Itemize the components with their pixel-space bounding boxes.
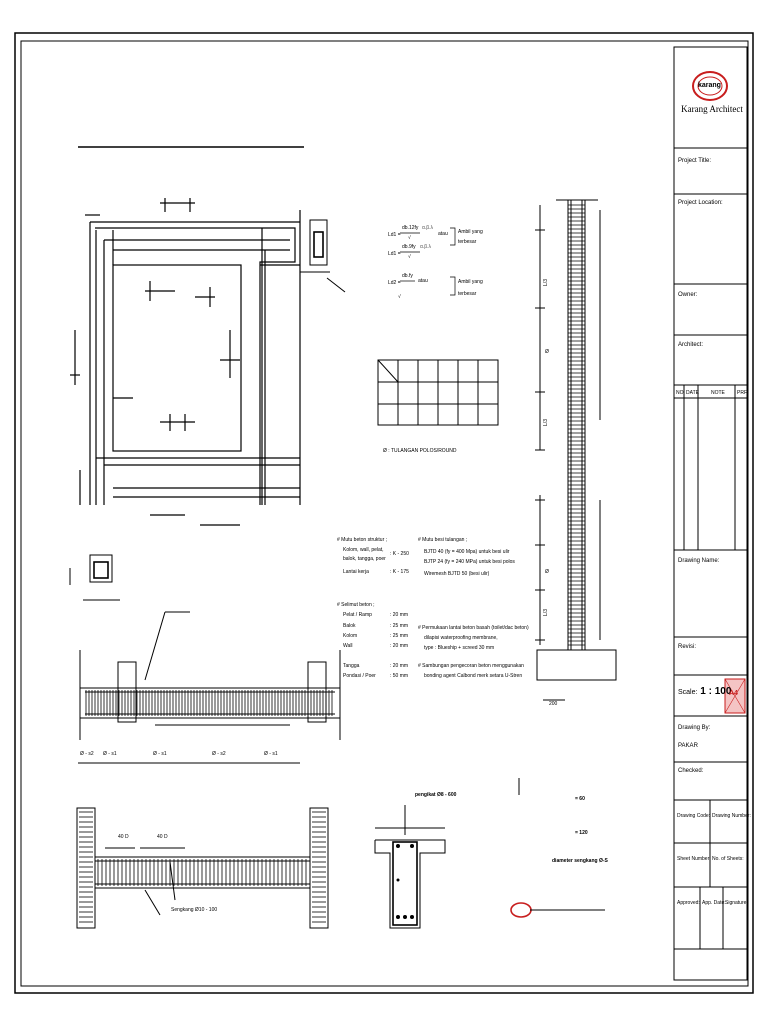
sengkang-label: Sengkang Ø10 - 100 bbox=[171, 907, 218, 913]
logo-text: karang bbox=[698, 82, 721, 89]
drawn-by-name: PAKAR bbox=[678, 743, 698, 749]
beam-label-4: Ø - s2 bbox=[212, 751, 226, 757]
column-side-label-4: Ø bbox=[545, 569, 549, 575]
slab-plan-detail bbox=[70, 198, 300, 525]
ld1-or-a: atau bbox=[438, 231, 448, 237]
ld1-num-b: db.9fy bbox=[402, 244, 416, 250]
ld2-or: atau bbox=[418, 278, 428, 284]
column-side-label-1: L/3 bbox=[542, 279, 549, 286]
karang-logo-small bbox=[511, 778, 605, 917]
take-note-2: Ambil yang bbox=[458, 279, 483, 285]
beam-label-3: Ø - s1 bbox=[153, 751, 167, 757]
selimut-value-3: : 25 mm bbox=[390, 633, 409, 639]
inner-border bbox=[21, 41, 748, 986]
selimut-label-6: Pondasi / Poer bbox=[343, 673, 376, 679]
pengikat-label: pengikat Ø8 - 600 bbox=[415, 792, 457, 798]
title-block-frame bbox=[674, 47, 747, 980]
selimut-value-1: : 20 mm bbox=[390, 612, 409, 618]
sambungan-line-2: bonding agent Calbond merk setara U-Stren bbox=[424, 673, 523, 679]
outer-border bbox=[15, 33, 753, 993]
no-of-sheets-label: No. of Sheets: bbox=[712, 856, 744, 862]
lower-dim-left: 40 D bbox=[118, 834, 129, 840]
column-side-label-5: L/3 bbox=[542, 609, 549, 616]
app-date-label: App. Date: bbox=[702, 900, 726, 906]
legend-note: Ø : TULANGAN POLOS/ROUND bbox=[383, 448, 457, 454]
beam-label-2: Ø - s1 bbox=[103, 751, 117, 757]
mutu-besi-line-1: BJTD 40 (fy = 400 Mpa) untuk besi ulir bbox=[424, 549, 510, 555]
selimut-label-3: Kolom bbox=[343, 633, 358, 639]
mutu-beton-title: # Mutu beton struktur ; bbox=[337, 537, 388, 543]
lower-dim-right: 40 D bbox=[157, 834, 168, 840]
ld1-alt-a: α.β.λ bbox=[422, 225, 434, 231]
lower-beam-stirrups bbox=[79, 812, 326, 922]
selimut-value-5: : 20 mm bbox=[390, 663, 409, 669]
revisi-label: Revisi: bbox=[678, 644, 697, 650]
mutu-beton-value-2: : K - 175 bbox=[390, 569, 409, 575]
architect-label: Architect: bbox=[678, 342, 704, 348]
selimut-label-5: Tangga bbox=[343, 663, 360, 669]
ld2-num: db.fy bbox=[402, 273, 413, 279]
rev-col-note: NOTE bbox=[711, 390, 725, 396]
ld1-label-a: Ld1 = bbox=[388, 232, 401, 238]
beam-label-5: Ø - s1 bbox=[264, 751, 278, 757]
firm-name: Karang Architect bbox=[681, 104, 743, 114]
permukaan-line-3: type : Blueship + screed 30 mm bbox=[424, 645, 495, 651]
column-section-small bbox=[70, 220, 345, 600]
greater-note-2: terbesar bbox=[458, 291, 477, 297]
scale-label: Scale: bbox=[678, 689, 698, 696]
rebar-dots bbox=[396, 844, 414, 919]
sheet-size: A4 bbox=[729, 690, 738, 697]
drawing-code-label: Drawing Code: bbox=[677, 813, 711, 819]
legend-table bbox=[378, 360, 498, 425]
permukaan-line-2: dilapisi waterproofing membrane, bbox=[424, 635, 498, 641]
column-side-label-3: L/3 bbox=[542, 419, 549, 426]
ld1-label-b: Ld1 = bbox=[388, 251, 401, 257]
beam-elevation bbox=[78, 612, 340, 763]
spacing-120: = 120 bbox=[575, 830, 588, 836]
beam-label-1: Ø - s2 bbox=[80, 751, 94, 757]
beam-stirrups bbox=[86, 690, 332, 716]
selimut-label-1: Pelat / Ramp bbox=[343, 612, 372, 618]
greater-note-1: terbesar bbox=[458, 239, 477, 245]
ld1-den-a: √ bbox=[408, 235, 411, 241]
drawing-number-label: Drawing Number: bbox=[712, 813, 751, 819]
signature-label: Signature: bbox=[725, 900, 748, 906]
sheet-number-label: Sheet Number: bbox=[677, 856, 711, 862]
project-location-label: Project Location: bbox=[678, 200, 723, 206]
mutu-beton-line-1: Kolom, wall, pelat, bbox=[343, 547, 384, 553]
column-side-label-2: Ø bbox=[545, 349, 549, 355]
mutu-beton-line-3: Lantai kerja bbox=[343, 569, 369, 575]
sambungan-line-1: # Sambungan pengecoran beton menggunakan bbox=[418, 663, 524, 669]
selimut-label-2: Balok bbox=[343, 623, 356, 629]
checked-label: Checked: bbox=[678, 768, 704, 774]
scale-field bbox=[678, 686, 731, 697]
rev-col-no: NO. bbox=[676, 390, 685, 396]
selimut-value-4: : 20 mm bbox=[390, 643, 409, 649]
beam-cross-section bbox=[375, 805, 445, 928]
mutu-beton-value-1: : K - 250 bbox=[390, 551, 409, 557]
selimut-value-6: : 50 mm bbox=[390, 673, 409, 679]
rev-col-prf: PRF. bbox=[737, 390, 748, 396]
selimut-label-4: Wall bbox=[343, 643, 353, 649]
selimut-value-2: : 25 mm bbox=[390, 623, 409, 629]
mutu-besi-line-3: Wiremesh BJTD 50 (besi ulir) bbox=[424, 571, 490, 577]
project-title-label: Project Title: bbox=[678, 158, 712, 164]
mutu-besi-line-2: BJTP 24 (fy = 240 MPa) untuk besi polos bbox=[424, 559, 515, 565]
rev-col-date: DATE bbox=[686, 390, 699, 396]
mutu-beton-line-2: balok, tangga, poer bbox=[343, 556, 386, 562]
ld1-alt-b: α.β.λ bbox=[420, 244, 432, 250]
owner-label: Owner: bbox=[678, 292, 698, 298]
mutu-besi-title: # Mutu besi tulangan ; bbox=[418, 537, 468, 543]
take-note-1: Ambil yang bbox=[458, 229, 483, 235]
drawing-by-label: Drawing By: bbox=[678, 725, 711, 731]
selimut-title: # Selimut beton ; bbox=[337, 602, 375, 608]
permukaan-line-1: # Permukaan lantai beton basah (toilet/dac beton) bbox=[418, 625, 529, 631]
ld2-label: Ld2 = bbox=[388, 280, 401, 286]
spacing-60: = 60 bbox=[575, 796, 585, 802]
approved-label: Approved: bbox=[677, 900, 700, 906]
drawing-name-label: Drawing Name: bbox=[678, 558, 720, 564]
scale-value: 1 : 100 bbox=[700, 686, 732, 697]
ld2-den: √ bbox=[398, 294, 401, 300]
column-dim-200: 200 bbox=[549, 701, 558, 707]
ld1-den-b: √ bbox=[408, 254, 411, 260]
ld1-num-a: db.12fy bbox=[402, 225, 419, 231]
diameter-sengkang: diameter sengkang Ø-S bbox=[552, 858, 608, 864]
